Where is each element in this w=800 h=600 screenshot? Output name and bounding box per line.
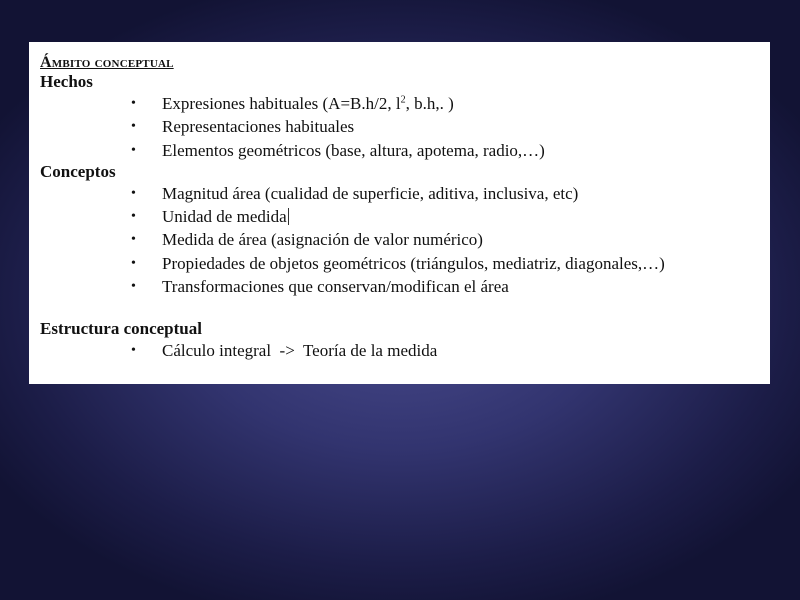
list-item bbox=[40, 339, 770, 362]
bullet-icon: • bbox=[131, 209, 136, 225]
list-item bbox=[40, 252, 770, 275]
list-item bbox=[40, 139, 770, 162]
bullet-icon: • bbox=[131, 96, 136, 111]
list-item bbox=[40, 92, 770, 115]
list-conceptos bbox=[40, 182, 770, 298]
spacer bbox=[40, 298, 770, 319]
list-item bbox=[40, 275, 770, 298]
item-text: Magnitud área (cualidad de superficie, aditiva, inclusiva, etc) bbox=[162, 183, 579, 203]
item-text: Propiedades de objetos geométricos (triángulos, mediatriz, diagonales,…) bbox=[162, 253, 665, 273]
bullet-icon: • bbox=[131, 185, 136, 201]
list-item bbox=[40, 182, 770, 205]
text-cursor bbox=[288, 208, 289, 225]
bullet-icon: • bbox=[131, 119, 136, 135]
bullet-icon: • bbox=[131, 255, 136, 271]
item-text-prefix: Expresiones habituales (A=B.h/2, l bbox=[162, 94, 401, 113]
item-text: Representaciones habituales bbox=[162, 117, 355, 137]
list-estructura bbox=[40, 339, 770, 362]
bullet-icon: • bbox=[131, 232, 136, 248]
item-text: Cálculo integral -> Teoría de la medida bbox=[162, 341, 438, 361]
list-item bbox=[40, 205, 770, 228]
list-item bbox=[40, 115, 770, 138]
bullet-icon: • bbox=[131, 142, 136, 158]
list-hechos bbox=[40, 92, 770, 162]
bullet-icon: • bbox=[131, 279, 136, 295]
heading-conceptos: Conceptos bbox=[40, 161, 116, 181]
heading-estructura: Estructura conceptual bbox=[40, 319, 202, 339]
item-text: Unidad de medida bbox=[162, 207, 287, 227]
item-text-superscript: 2 bbox=[400, 94, 406, 106]
section-title bbox=[40, 54, 770, 72]
bullet-icon: • bbox=[131, 343, 136, 359]
item-text: Transformaciones que conservan/modifican el área bbox=[162, 277, 509, 297]
item-text: Elementos geométricos (base, altura, apotema, radio,…) bbox=[162, 140, 545, 160]
heading-hechos: Hechos bbox=[40, 72, 93, 91]
item-text-suffix: , b.h,. ) bbox=[405, 94, 454, 113]
list-item bbox=[40, 228, 770, 251]
section-title-text: Ámbito conceptual bbox=[40, 54, 174, 71]
item-text: Medida de área (asignación de valor numérico) bbox=[162, 230, 483, 250]
slide-content-card bbox=[29, 42, 770, 384]
